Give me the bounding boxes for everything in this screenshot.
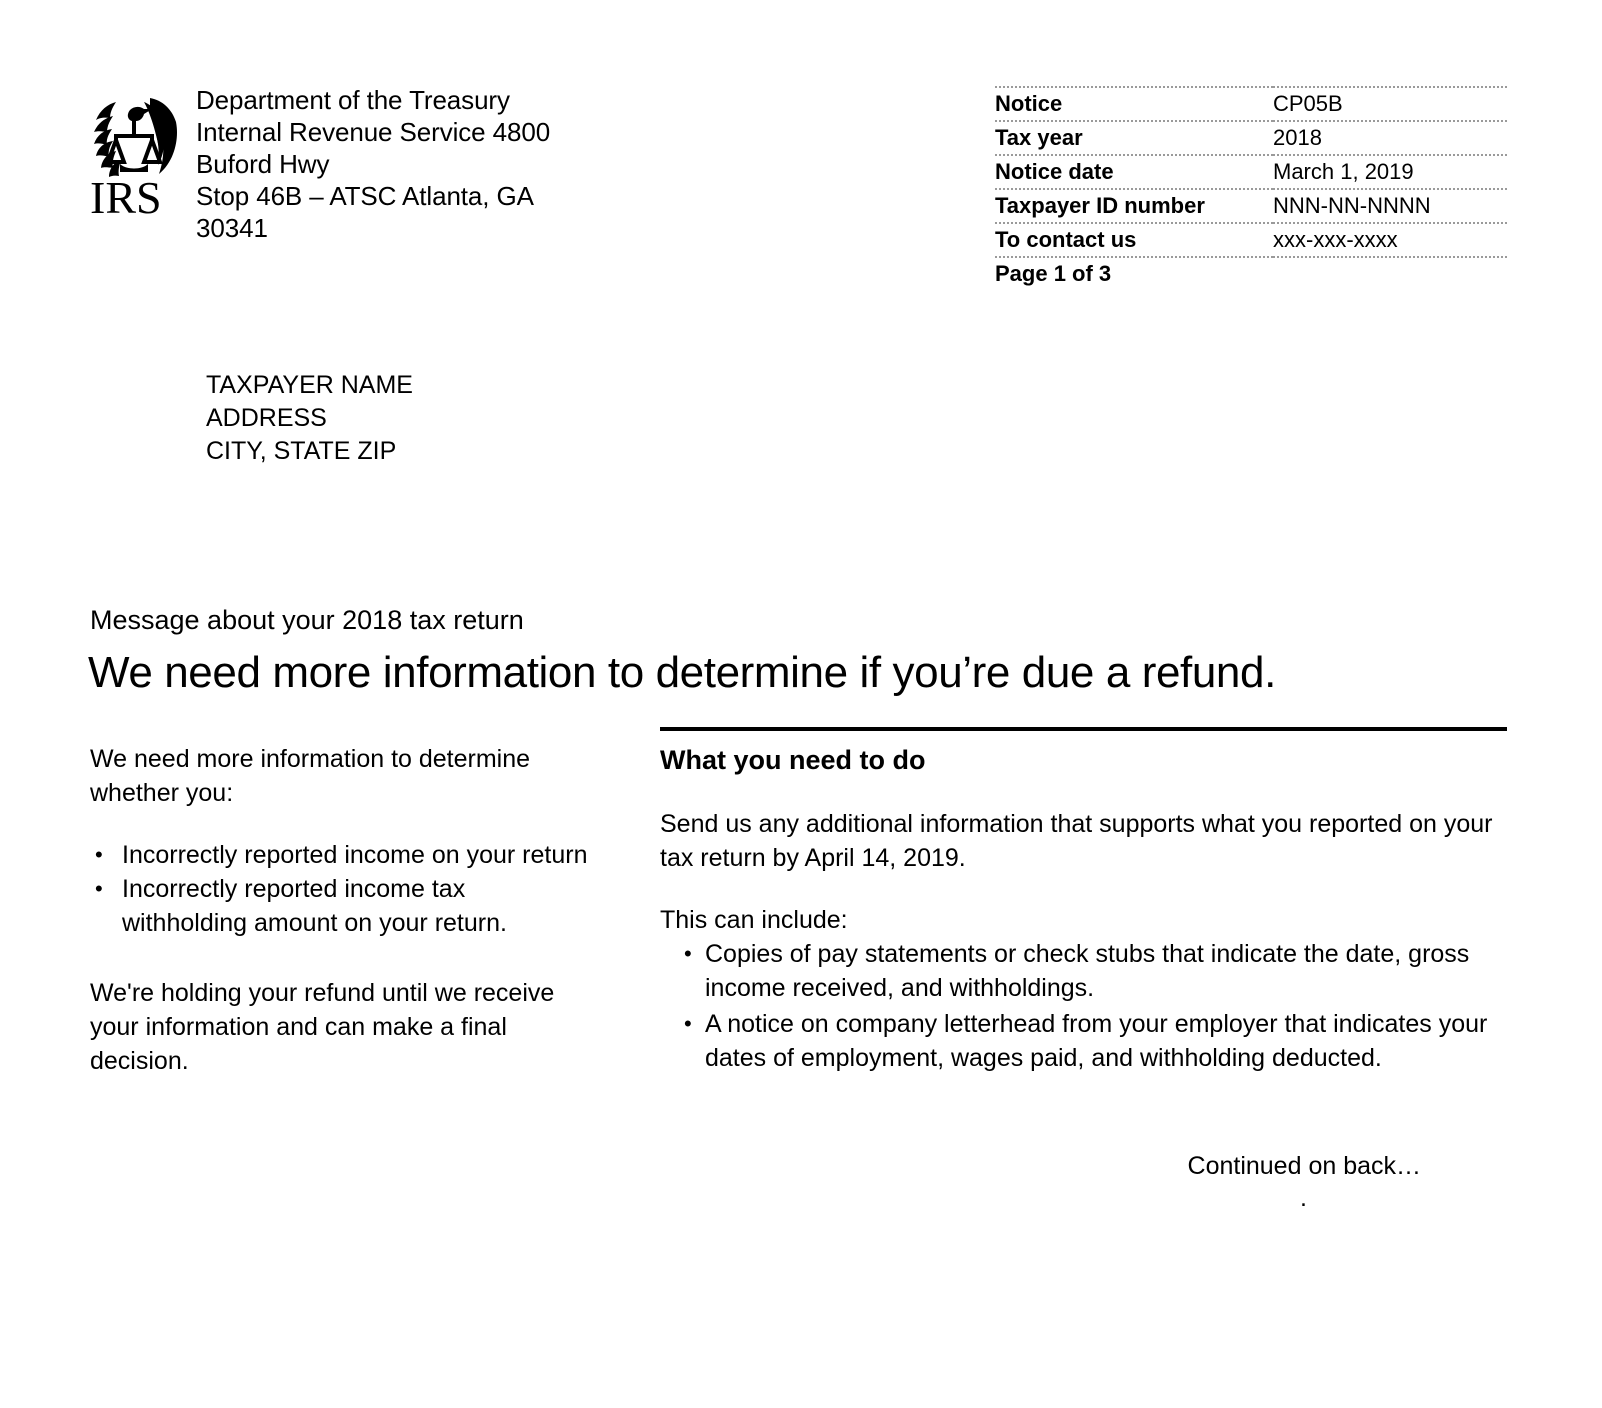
notice-date-value: March 1, 2019 bbox=[1273, 155, 1507, 189]
left-bullet-list bbox=[90, 838, 590, 940]
message-kicker: Message about your 2018 tax return bbox=[90, 605, 524, 635]
page-title: We need more information to determine if you’re due a refund. bbox=[88, 648, 1276, 697]
table-row bbox=[995, 189, 1507, 223]
left-closing-text: We're holding your refund until we receive your information and can make a final decision. bbox=[90, 979, 555, 1075]
agency-address: Department of the Treasury Internal Revenue Service 4800 Buford Hwy Stop 46B – ATSC Atlanta, GA 30341 bbox=[196, 85, 551, 243]
table-row bbox=[995, 87, 1507, 121]
irs-logo-wordmark: IRS bbox=[90, 172, 162, 220]
table-row bbox=[995, 155, 1507, 189]
stray-period-mark: . bbox=[1300, 1184, 1307, 1212]
right-column bbox=[660, 727, 1507, 1077]
letterhead bbox=[90, 78, 596, 244]
table-row-page bbox=[995, 257, 1507, 290]
contact-us-value: xxx-xxx-xxxx bbox=[1273, 223, 1507, 257]
notice-label: Notice bbox=[995, 87, 1273, 121]
tax-year-label: Tax year bbox=[995, 121, 1273, 155]
list-item: • Incorrectly reported income tax withholding amount on your return. bbox=[90, 872, 590, 940]
table-row bbox=[995, 121, 1507, 155]
left-column bbox=[90, 742, 590, 1078]
list-item: • A notice on company letterhead from your employer that indicates your dates of employment, wages paid, and withholding deducted. bbox=[660, 1007, 1507, 1075]
section-divider bbox=[660, 727, 1507, 731]
list-item: • Incorrectly reported income on your return bbox=[90, 838, 590, 872]
list-item: • Copies of pay statements or check stubs that indicate the date, gross income received, and withholdings. bbox=[660, 937, 1507, 1005]
tax-year-value: 2018 bbox=[1273, 121, 1507, 155]
page-indicator: Page 1 of 3 bbox=[995, 257, 1507, 290]
table-row bbox=[995, 223, 1507, 257]
notice-info-table bbox=[995, 86, 1507, 290]
notice-value: CP05B bbox=[1273, 87, 1507, 121]
right-intro-text: Send us any additional information that supports what you reported on your tax return by April 14, 2019. bbox=[660, 810, 1493, 872]
right-subintro-text: This can include: bbox=[660, 906, 848, 934]
left-intro-text: We need more information to determine whether you: bbox=[90, 745, 531, 807]
irs-eagle-scales-logo bbox=[90, 80, 182, 220]
continued-on-back-note: Continued on back… bbox=[1187, 1152, 1421, 1180]
notice-date-label: Notice date bbox=[995, 155, 1273, 189]
section-heading-what-you-need-to-do: What you need to do bbox=[660, 745, 926, 775]
right-bullet-list bbox=[660, 937, 1507, 1075]
taxpayer-id-label: Taxpayer ID number bbox=[995, 189, 1273, 223]
taxpayer-id-value: NNN-NN-NNNN bbox=[1273, 189, 1507, 223]
taxpayer-address-block: TAXPAYER NAME ADDRESS CITY, STATE ZIP bbox=[206, 371, 413, 465]
contact-us-label: To contact us bbox=[995, 223, 1273, 257]
